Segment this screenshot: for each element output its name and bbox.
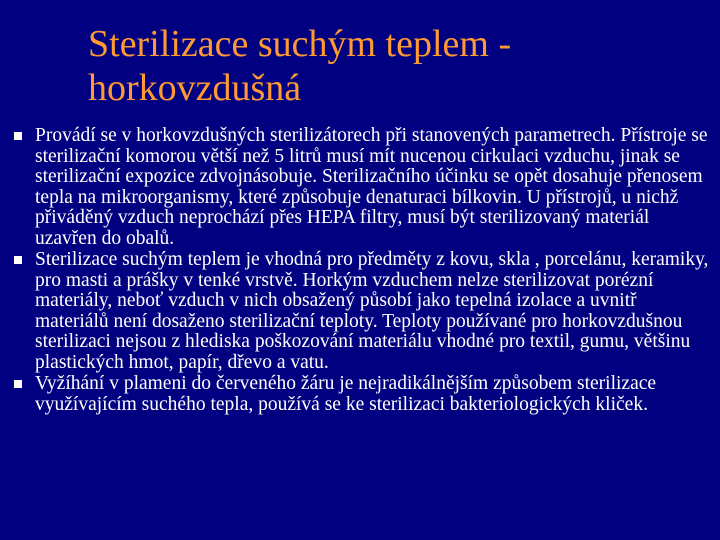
- bullet-text: Provádí se v horkovzdušných sterilizátorech při stanovených parametrech. Přístroje se sterilizační komorou větší než 5 litrů musí mít nucenou cirkulaci vzduchu, jinak se sterilizační expozice zdvojnásobuje. Sterilizačního účinku se opět dosahuje přenosem tepla na mikroorganismy, které způsobuje denaturaci bílkovin. U přístrojů, u nichž přiváděný vzduch neprochází přes HEPA filtry, musí být sterilizovaný materiál uzavřen do obalů.: [35, 125, 708, 249]
- slide-title-line-2: horkovzdušná: [88, 67, 302, 109]
- bullet-item: [10, 126, 712, 249]
- bullet-item: [10, 374, 712, 415]
- slide-title-line-1: Sterilizace suchým teplem -: [88, 23, 512, 65]
- square-bullet-icon: [14, 132, 22, 140]
- slide-title: [88, 22, 688, 110]
- bullet-list: [10, 126, 712, 416]
- bullet-item: [10, 250, 712, 373]
- square-bullet-icon: [14, 380, 22, 388]
- square-bullet-icon: [14, 256, 22, 264]
- bullet-text: Sterilizace suchým teplem je vhodná pro předměty z kovu, skla , porcelánu, keramiky, pro masti a prášky v tenké vrstvě. Horkým vzduchem nelze sterilizovat porézní materiály, neboť vzduch v nich obsažený působí jako tepelná izolace a uvnitř materiálů není dosaženo sterilizační teploty. Teploty používané pro horkovzdušnou sterilizaci nejsou z hlediska poškozování materiálu vhodné pro textil, gumu, většinu plastických hmot, papír, dřevo a vatu.: [35, 249, 709, 373]
- bullet-text: Vyžíhání v plameni do červeného žáru je nejradikálnějším způsobem sterilizace využívajícím suchého tepla, používá se ke sterilizaci bakteriologických kliček.: [35, 373, 657, 415]
